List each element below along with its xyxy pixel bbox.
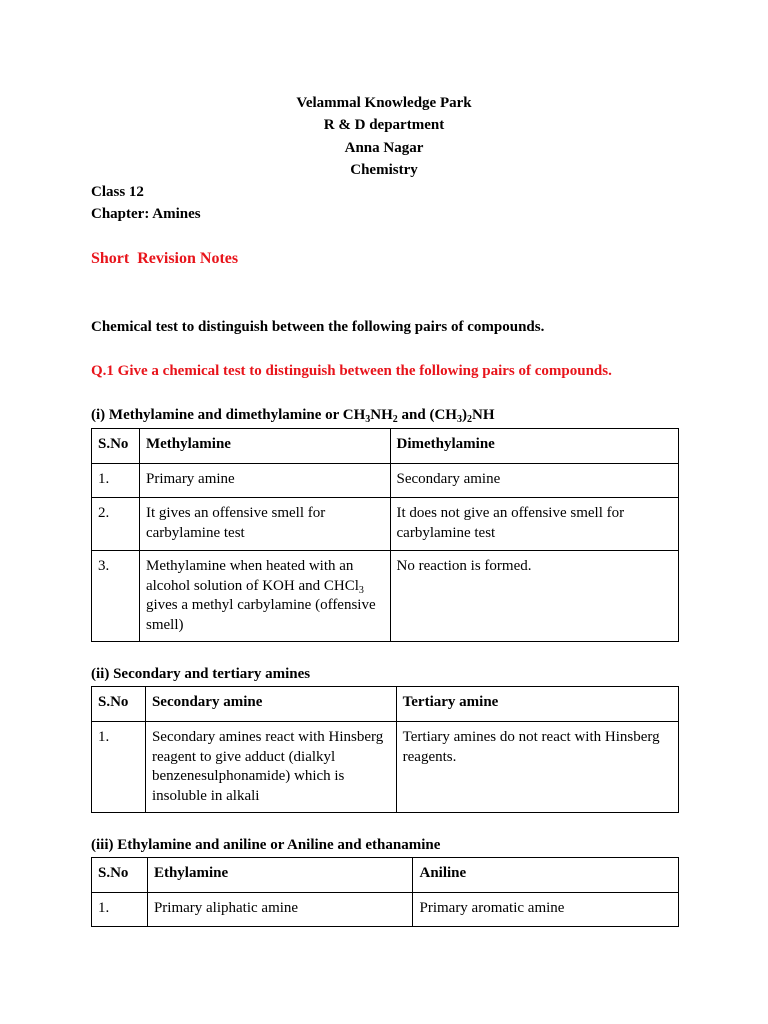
section-1-title-part: NH xyxy=(370,407,393,423)
section-1-title-part: ) xyxy=(461,407,467,423)
header-cell: Secondary amine xyxy=(145,687,396,722)
subscript: 2 xyxy=(466,414,472,425)
table-header-row xyxy=(92,858,679,893)
table-header-row xyxy=(92,429,679,464)
header-cell: Tertiary amine xyxy=(396,687,678,722)
cell-text-part: gives a methyl carbylamine (offensive smell) xyxy=(145,597,376,633)
table-row xyxy=(92,893,679,927)
subscript: 2 xyxy=(392,414,398,425)
table-cell: 2. xyxy=(92,498,140,551)
section-1-title-part: and (CH xyxy=(397,407,457,423)
table-row xyxy=(92,498,679,551)
table-cell: 1. xyxy=(92,464,140,498)
table-cell: 1. xyxy=(92,722,146,813)
institution-name: Velammal Knowledge Park xyxy=(296,95,472,111)
subscript: 3 xyxy=(358,584,364,596)
table-cell: 1. xyxy=(92,893,148,927)
class-label: Class 12 xyxy=(91,184,144,200)
table-row xyxy=(92,722,679,813)
question-text: Q.1 Give a chemical test to distinguish between the following pairs of compounds. xyxy=(91,363,612,379)
table-secondary-tertiary xyxy=(91,686,679,813)
location-name: Anna Nagar xyxy=(344,140,424,156)
section-2-title: (ii) Secondary and tertiary amines xyxy=(91,666,311,682)
cell-text-part: Methylamine when heated with an alcohol solution of KOH and CHCl xyxy=(145,558,359,594)
header-cell: Methylamine xyxy=(139,429,390,464)
table-cell xyxy=(139,551,390,642)
section-1-title-part: NH xyxy=(471,407,495,423)
table-cell: 3. xyxy=(92,551,140,642)
table-cell: It does not give an offensive smell for carbylamine test xyxy=(390,498,678,551)
header-cell: Ethylamine xyxy=(147,858,413,893)
section-1-title-part: (i) Methylamine and dimethylamine or CH xyxy=(91,407,366,423)
section-3-title: (iii) Ethylamine and aniline or Aniline and ethanamine xyxy=(91,837,441,853)
table-ethylamine-aniline xyxy=(91,857,679,927)
table-cell: Primary aromatic amine xyxy=(413,893,679,927)
table-cell: It gives an offensive smell for carbylamine test xyxy=(139,498,390,551)
header-cell: S.No xyxy=(92,429,140,464)
header-cell: S.No xyxy=(92,687,146,722)
table-cell: Secondary amine xyxy=(390,464,678,498)
table-row xyxy=(92,551,679,642)
header-cell: S.No xyxy=(92,858,148,893)
table-cell: Tertiary amines do not react with Hinsberg reagents. xyxy=(396,722,678,813)
subscript: 3 xyxy=(365,414,371,425)
table-row xyxy=(92,464,679,498)
table-cell: Primary aliphatic amine xyxy=(147,893,413,927)
table-methylamine-dimethylamine xyxy=(91,428,679,642)
table-header-row xyxy=(92,687,679,722)
section-1-title xyxy=(91,405,494,425)
subject-name: Chemistry xyxy=(350,162,418,178)
header-cell: Aniline xyxy=(413,858,679,893)
chapter-label: Chapter: Amines xyxy=(91,206,201,222)
table-cell: Secondary amines react with Hinsberg reagent to give adduct (dialkyl benzenesulphonamide) which is insoluble in alkali xyxy=(145,722,396,813)
header-cell: Dimethylamine xyxy=(390,429,678,464)
notes-heading: Short Revision Notes xyxy=(91,250,239,267)
intro-text: Chemical test to distinguish between the following pairs of compounds. xyxy=(91,319,545,335)
table-cell: Primary amine xyxy=(139,464,390,498)
department-name: R & D department xyxy=(323,117,445,133)
table-cell: No reaction is formed. xyxy=(390,551,678,642)
subscript: 3 xyxy=(456,414,462,425)
